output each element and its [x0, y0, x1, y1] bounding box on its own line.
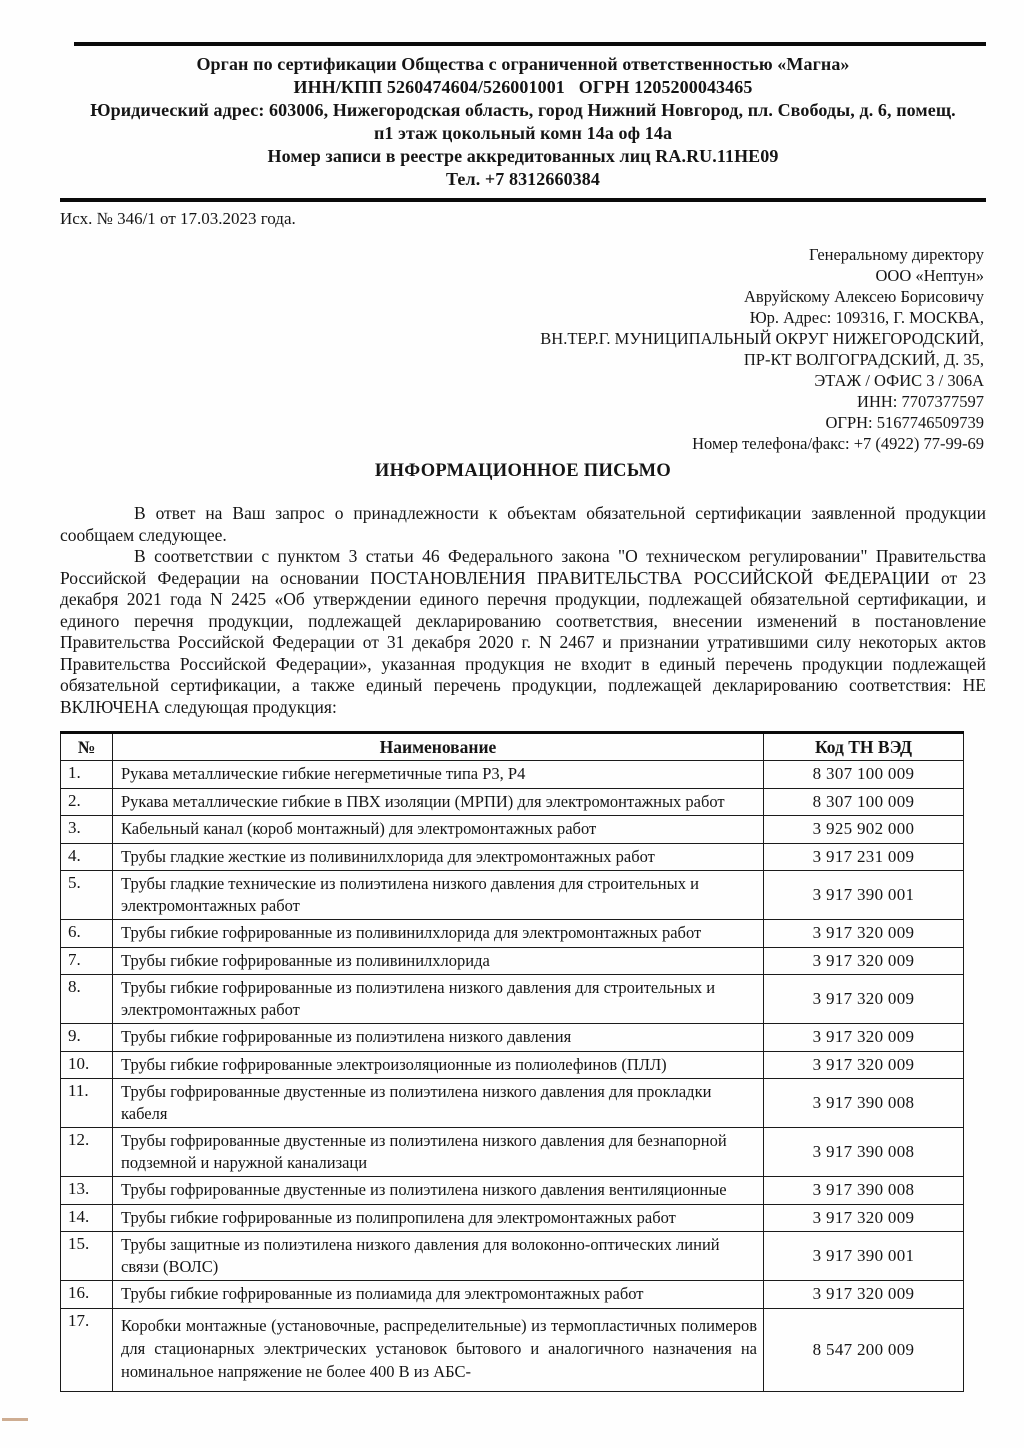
table-header-code: Код ТН ВЭД: [764, 733, 964, 761]
body-paragraph: В ответ на Ваш запрос о принадлежности к объектам обязательной сертификации заявленной продукции сообщаем следующее.: [60, 503, 986, 545]
row-number: 13.: [61, 1177, 113, 1205]
table-header-number: №: [61, 733, 113, 761]
row-number: 1.: [61, 761, 113, 789]
table-row: [61, 1177, 964, 1205]
table-row: [61, 843, 964, 871]
table-row: [61, 788, 964, 816]
row-product-name: Трубы гибкие гофрированные из поливинилхлорида для электромонтажных работ: [113, 920, 764, 948]
row-number: 15.: [61, 1232, 113, 1281]
row-product-name: Трубы гофрированные двустенные из полиэтилена низкого давления для безнапорной подземной и наружной канализаци: [113, 1128, 764, 1177]
row-tnved-code: 3 917 320 009: [764, 947, 964, 975]
table-header-name: Наименование: [113, 733, 764, 761]
row-number: 5.: [61, 871, 113, 920]
table-row: [61, 1024, 964, 1052]
row-number: 12.: [61, 1128, 113, 1177]
product-table: [60, 731, 964, 1392]
letterhead-divider-rule: [60, 198, 986, 202]
letter-body: [60, 503, 986, 718]
row-tnved-code: 3 917 390 001: [764, 871, 964, 920]
letterhead-phone: Тел. +7 8312660384: [446, 169, 600, 189]
row-tnved-code: 3 917 320 009: [764, 1281, 964, 1309]
letter-title: ИНФОРМАЦИОННОЕ ПИСЬМО: [374, 461, 672, 481]
table-row: [61, 920, 964, 948]
row-tnved-code: 3 917 231 009: [764, 843, 964, 871]
row-number: 10.: [61, 1051, 113, 1079]
row-number: 17.: [61, 1308, 113, 1391]
row-product-name: Трубы гибкие гофрированные из полиэтилена низкого давления: [113, 1024, 764, 1052]
row-number: 8.: [61, 975, 113, 1024]
outgoing-ref-number: Исх. № 346/1 от 17.03.2023 года.: [60, 209, 296, 228]
row-tnved-code: 3 925 902 000: [764, 816, 964, 844]
recipient-block: [60, 244, 986, 454]
row-tnved-code: 3 917 390 008: [764, 1177, 964, 1205]
letterhead-org-name: Орган по сертификации Общества с ограниченной ответственностью «Магна»: [196, 54, 850, 74]
row-product-name: Кабельный канал (короб монтажный) для электромонтажных работ: [113, 816, 764, 844]
row-product-name: Трубы гладкие жесткие из поливинилхлорида для электромонтажных работ: [113, 843, 764, 871]
row-number: 14.: [61, 1204, 113, 1232]
recipient-line: Номер телефона/факс: +7 (4922) 77-99-69: [692, 434, 984, 453]
table-row: [61, 1128, 964, 1177]
table-row: [61, 975, 964, 1024]
row-product-name: Трубы гибкие гофрированные из полипропилена для электромонтажных работ: [113, 1204, 764, 1232]
table-row: [61, 947, 964, 975]
row-product-name: Трубы защитные из полиэтилена низкого давления для волоконно-оптических линий связи (ВОЛС): [113, 1232, 764, 1281]
table-row: [61, 1308, 964, 1391]
row-tnved-code: 8 307 100 009: [764, 788, 964, 816]
table-row: [61, 761, 964, 789]
row-product-name: Трубы гибкие гофрированные из полиамида для электромонтажных работ: [113, 1281, 764, 1309]
row-tnved-code: 3 917 390 008: [764, 1079, 964, 1128]
row-product-name: Трубы гибкие гофрированные электроизоляционные из полиолефинов (ПЛЛ): [113, 1051, 764, 1079]
row-number: 7.: [61, 947, 113, 975]
row-tnved-code: 3 917 390 008: [764, 1128, 964, 1177]
recipient-line: Юр. Адрес: 109316, Г. МОСКВА,: [749, 308, 984, 327]
row-product-name: Рукава металлические гибкие негерметичные типа Р3, Р4: [113, 761, 764, 789]
table-row: [61, 871, 964, 920]
row-tnved-code: 3 917 320 009: [764, 1051, 964, 1079]
row-number: 11.: [61, 1079, 113, 1128]
row-product-name: Трубы гибкие гофрированные из полиэтилена низкого давления для строительных и электромонтажных работ: [113, 975, 764, 1024]
row-tnved-code: 3 917 320 009: [764, 920, 964, 948]
letterhead-address-line1: Юридический адрес: 603006, Нижегородская область, город Нижний Новгород, пл. Свободы, д. 6, помещ.: [90, 100, 956, 120]
row-product-name: Трубы гофрированные двустенные из полиэтилена низкого давления вентиляционные: [113, 1177, 764, 1205]
row-product-name: Трубы гладкие технические из полиэтилена низкого давления для строительных и электромонтажных работ: [113, 871, 764, 920]
letterhead-inn-ogrn: ИНН/КПП 5260474604/526001001 ОГРН 1205200043465: [293, 77, 753, 97]
scan-artifact-mark: [2, 1418, 28, 1421]
row-product-name: Рукава металлические гибкие в ПВХ изоляции (МРПИ) для электромонтажных работ: [113, 788, 764, 816]
top-rule: [74, 42, 986, 46]
recipient-line: ПР-КТ ВОЛГОГРАДСКИЙ, Д. 35,: [743, 350, 984, 369]
row-number: 9.: [61, 1024, 113, 1052]
letterhead-address-line2: п1 этаж цокольный комн 14а оф 14а: [373, 123, 673, 143]
recipient-line: Генеральному директору: [809, 245, 984, 264]
recipient-line: ВН.ТЕР.Г. МУНИЦИПАЛЬНЫЙ ОКРУГ НИЖЕГОРОДСКИЙ,: [540, 329, 984, 348]
row-tnved-code: 8 547 200 009: [764, 1308, 964, 1391]
table-row: [61, 1232, 964, 1281]
row-tnved-code: 3 917 320 009: [764, 1024, 964, 1052]
row-tnved-code: 3 917 320 009: [764, 975, 964, 1024]
recipient-line: Авруйскому Алексею Борисовичу: [744, 287, 984, 306]
recipient-line: ИНН: 7707377597: [857, 392, 984, 411]
table-row: [61, 1051, 964, 1079]
row-product-name: Коробки монтажные (установочные, распределительные) из термопластичных полимеров для стационарных электрических установок бытового и аналогичного назначения на номинальное напряжение не более 400 В из АБС-: [113, 1308, 764, 1391]
table-row: [61, 1281, 964, 1309]
table-row: [61, 1079, 964, 1128]
row-product-name: Трубы гибкие гофрированные из поливинилхлорида: [113, 947, 764, 975]
recipient-line: ЭТАЖ / ОФИС 3 / 306А: [814, 371, 984, 390]
row-number: 2.: [61, 788, 113, 816]
recipient-line: ОГРН: 5167746509739: [825, 413, 984, 432]
letterhead: [60, 53, 986, 191]
table-row: [61, 816, 964, 844]
row-tnved-code: 8 307 100 009: [764, 761, 964, 789]
body-paragraph: В соответствии с пунктом 3 статьи 46 Федерального закона "О техническом регулировании" Правительства Российской Федерации на основании ПОСТАНОВЛЕНИЯ ПРАВИТЕЛЬСТВА РОССИЙСКОЙ ФЕДЕРАЦИИ от 23 декабря 2021 года N 2425 «Об утверждении единого перечня продукции, подлежащей обязательной сертификации, и единого перечня продукции, подлежащей декларированию соответствия, внесении изменений в постановление Правительства Российской Федерации от 31 декабря 2020 г. N 2467 и признании утратившими силу некоторых актов Правительства Российской Федерации», указанная продукция не входит в единый перечень продукции подлежащей обязательной сертификации, а также единый перечень продукции, подлежащей декларированию соответствия: НЕ ВКЛЮЧЕНА следующая продукция:: [60, 546, 986, 717]
row-product-name: Трубы гофрированные двустенные из полиэтилена низкого давления для прокладки кабеля: [113, 1079, 764, 1128]
row-number: 3.: [61, 816, 113, 844]
row-tnved-code: 3 917 320 009: [764, 1204, 964, 1232]
row-number: 6.: [61, 920, 113, 948]
table-row: [61, 1204, 964, 1232]
row-number: 16.: [61, 1281, 113, 1309]
recipient-line: ООО «Нептун»: [875, 266, 984, 285]
table-header-row: [61, 733, 964, 761]
row-tnved-code: 3 917 390 001: [764, 1232, 964, 1281]
letterhead-registry-number: Номер записи в реестре аккредитованных лиц RA.RU.11HE09: [267, 146, 779, 166]
row-number: 4.: [61, 843, 113, 871]
